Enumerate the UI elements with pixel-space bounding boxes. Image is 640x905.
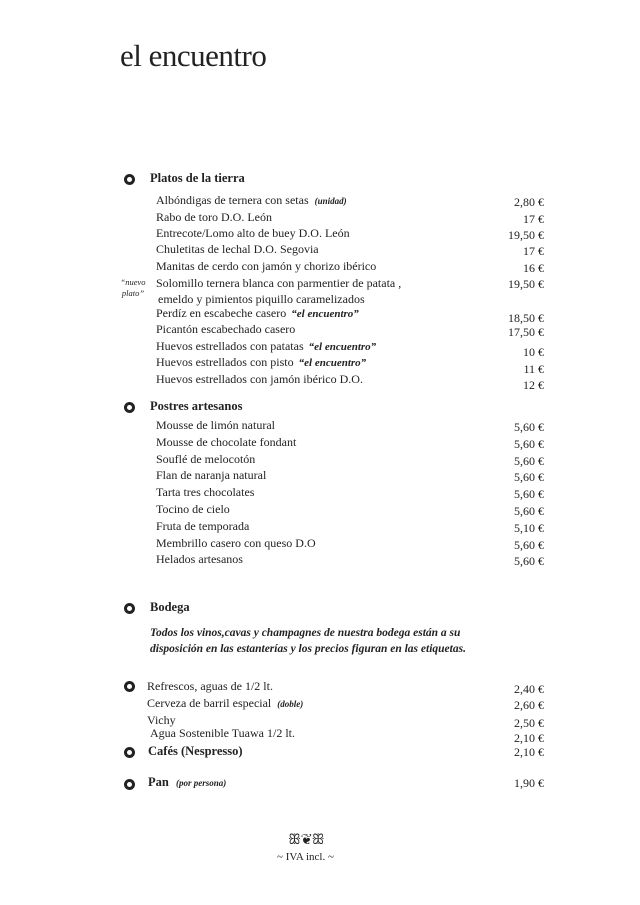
menu-item-price: 5,60 € (514, 487, 544, 502)
dish-name: Huevos estrellados con jamón ibérico D.O. (156, 372, 363, 386)
menu-item-price: 19,50 € (508, 277, 544, 291)
brand-logo: el encuentro (120, 38, 267, 73)
menu-item-price: 5,10 € (514, 520, 544, 535)
menu-item-name (156, 339, 376, 354)
cafes-price: 2,10 € (514, 745, 544, 759)
section-bullet-icon (124, 681, 135, 692)
menu-item-name: Souflé de melocotón (156, 451, 256, 466)
dish-quote: “el encuentro” (308, 341, 377, 353)
menu-item-name: Tocino de cielo (156, 502, 230, 516)
section-bullet-icon (124, 779, 135, 790)
menu-item-name: Mousse de chocolate fondant (156, 434, 297, 449)
menu-item-price: 10 € (523, 345, 544, 359)
cafes-title: Cafés (Nespresso) (148, 744, 243, 758)
dish-name: Huevos estrellados con pisto (156, 355, 294, 369)
bodega-intro-line-1: Todos los vinos,cavas y champagnes de nuestra bodega están a su (150, 627, 461, 639)
menu-item-name (150, 726, 295, 741)
menu-item-name (156, 276, 401, 291)
menu-item-name: Tarta tres chocolates (156, 485, 255, 500)
drink-name: Cerveza de barril especial (147, 696, 272, 710)
section-title-postres: Postres artesanos (150, 399, 243, 413)
menu-item-name (156, 226, 350, 241)
menu-item-price: 5,60 € (514, 537, 544, 552)
menu-item-name: Mousse de limón natural (156, 418, 275, 432)
menu-item-price: 16 € (523, 261, 544, 275)
drink-name: Agua Sostenible Tuawa 1/2 lt. (150, 726, 296, 740)
dish-name: Perdíz en escabeche casero (156, 306, 287, 320)
menu-item-name (156, 242, 319, 257)
section-bullet-icon (124, 747, 135, 758)
pan-label: Pan (148, 775, 169, 789)
footer-text: ~ IVA incl. ~ (277, 851, 334, 863)
section-title-tierra: Platos de la tierra (150, 171, 245, 185)
menu-item-name (156, 372, 363, 387)
dish-quote: “el encuentro” (298, 357, 367, 369)
dish-name: Entrecote/Lomo alto de buey D.O. León (156, 226, 350, 240)
menu-item-price: 2,60 € (514, 698, 544, 712)
menu-item-name (156, 355, 366, 370)
section-bullet-icon (124, 174, 135, 185)
menu-item-name-line2: emeldo y pimientos piquillo caramelizados (158, 292, 365, 306)
menu-item-name (147, 679, 273, 694)
dish-name: Albóndigas de ternera con setas (156, 193, 309, 207)
menu-item-name (156, 193, 347, 208)
pan-title (148, 775, 226, 790)
menu-item-price: 18,50 € (508, 311, 544, 325)
pan-price: 1,90 € (514, 776, 544, 790)
pan-note: (por persona) (175, 778, 227, 788)
bodega-intro-line-2: disposición en las estanterías y los precios figuran en las etiquetas. (150, 643, 466, 655)
section-bullet-icon (124, 402, 135, 413)
menu-item-price: 5,60 € (514, 470, 544, 485)
menu-item-name: Fruta de temporada (156, 518, 250, 533)
dish-name: Rabo de toro D.O. León (156, 210, 272, 224)
menu-item-price: 5,60 € (514, 453, 544, 468)
dish-note: (unidad) (314, 196, 347, 206)
menu-item-price: 11 € (523, 362, 544, 376)
menu-item-price: 19,50 € (508, 228, 544, 242)
dish-name: Huevos estrellados con patatas (156, 339, 304, 353)
menu-item-price: 17 € (523, 244, 544, 258)
section-bullet-icon (124, 603, 135, 614)
menu-item-name (156, 210, 272, 225)
nuevo-plato-note: “nuevo plato” (120, 277, 146, 298)
dish-name: Manitas de cerdo con jamón y chorizo ibérico (156, 259, 377, 273)
menu-item-price: 12 € (523, 378, 544, 392)
footer-ornament-icon: ꕥ❦ꕥ (288, 832, 325, 848)
dish-name: Chuletitas de lechal D.O. Segovia (156, 242, 319, 256)
menu-item-name: Flan de naranja natural (156, 468, 267, 483)
menu-item-name (147, 696, 303, 711)
menu-item-name (156, 306, 359, 321)
menu-item-price: 2,80 € (514, 195, 544, 209)
menu-item-price: 5,60 € (514, 420, 544, 434)
menu-item-price: 2,40 € (514, 682, 544, 696)
menu-item-name: Helados artesanos (156, 552, 243, 567)
menu-item-price: 17 € (523, 212, 544, 226)
drink-name: Refrescos, aguas de 1/2 lt. (147, 679, 273, 693)
drink-note: (doble) (277, 699, 304, 709)
drink-name: Vichy (147, 713, 176, 727)
menu-item-price: 5,60 € (514, 436, 544, 451)
section-title-bodega: Bodega (150, 600, 190, 614)
menu-item-price: 2,50 € (514, 716, 544, 730)
menu-item-price: 5,60 € (514, 554, 544, 569)
menu-item-name (156, 322, 295, 337)
menu-item-price: 17,50 € (508, 325, 544, 339)
menu-item-name: Membrillo casero con queso D.O (156, 535, 316, 550)
menu-item-name (156, 259, 376, 274)
menu-item-price: 2,10 € (514, 731, 544, 745)
dish-name: Solomillo ternera blanca con parmentier de patata , (156, 276, 402, 290)
dish-quote: “el encuentro” (291, 308, 359, 320)
dish-name: Picantón escabechado casero (156, 322, 296, 336)
menu-item-price: 5,60 € (514, 504, 544, 518)
